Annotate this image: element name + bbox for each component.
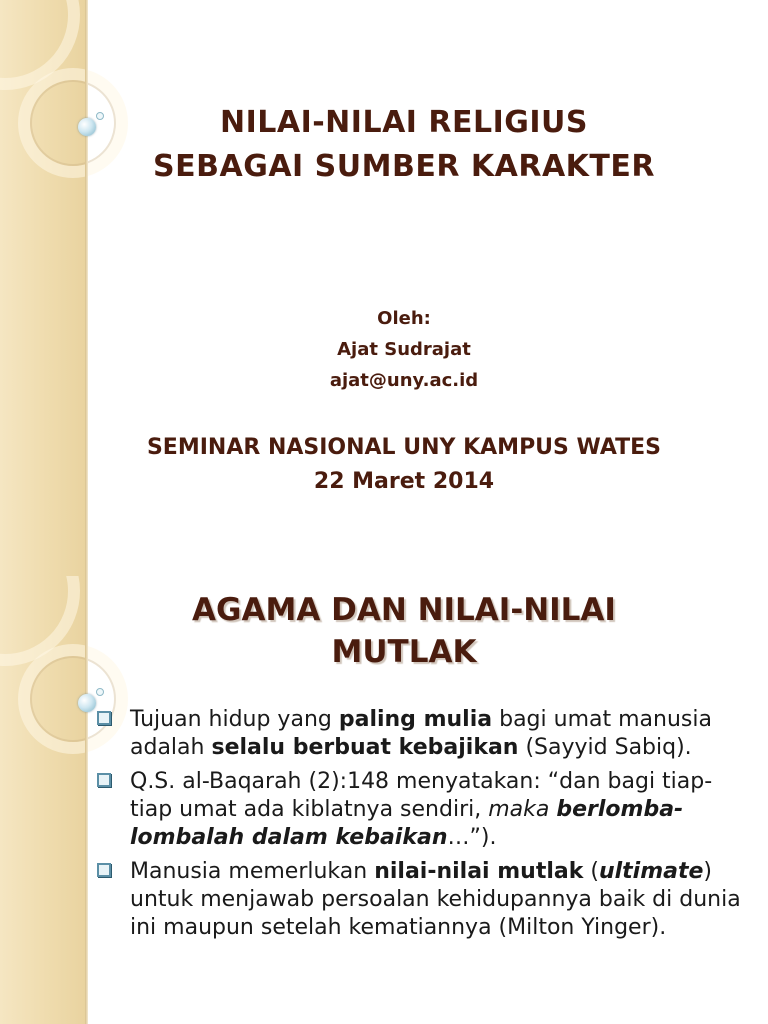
bullet-text-segment: ( — [583, 859, 599, 884]
bullet-item — [92, 768, 742, 852]
square-bullet-icon — [97, 711, 111, 725]
author-block — [100, 303, 708, 396]
bullet-item — [92, 858, 742, 942]
bullet-list — [92, 706, 742, 948]
slide-content — [0, 576, 768, 1024]
event-date: 22 Maret 2014 — [313, 469, 495, 494]
bullet-text-segment: nilai-nilai mutlak — [374, 859, 584, 884]
bullet-text-segment: ultimate — [598, 859, 704, 884]
slide-title-text — [100, 101, 708, 189]
bullet-text-segment: Manusia memerlukan — [130, 859, 375, 884]
heading-line: AGAMA DAN NILAI-NILAI — [192, 592, 616, 628]
byline-label: Oleh: — [377, 308, 431, 329]
bullet-text-segment: (Sayyid Sabiq). — [518, 735, 692, 760]
heading-line: MUTLAK — [331, 634, 477, 670]
author-email: ajat@uny.ac.id — [329, 370, 479, 391]
title-line: NILAI-NILAI RELIGIUS — [219, 105, 589, 140]
bullet-text-segment: …”). — [447, 825, 497, 850]
bullet-text-segment: bagi umat manusia adalah — [130, 707, 712, 760]
title-line: SEBAGAI SUMBER KARAKTER — [153, 149, 655, 184]
sidebar-edge — [85, 576, 88, 1024]
sidebar-decoration — [0, 576, 85, 1024]
bullet-text-segment: Q.S. al-Baqarah (2):148 menyatakan: “dan bagi tiap-tiap umat ada kiblatnya sendiri, — [130, 769, 713, 822]
sidebar-decoration — [0, 0, 85, 576]
bullet-text-segment: Tujuan hidup yang — [130, 707, 339, 732]
bullet-text-segment: ) untuk menjawab persoalan kehidupannya baik di dunia ini maupun setelah kematiannya (Milton Yinger). — [130, 859, 741, 940]
bead-icon — [78, 118, 96, 136]
bead-icon — [96, 688, 104, 696]
slide-heading — [110, 589, 698, 673]
bullet-text-segment: paling mulia — [338, 707, 493, 732]
bullet-item — [92, 706, 742, 762]
author-name: Ajat Sudrajat — [337, 339, 471, 360]
bullet-text-segment: maka — [488, 797, 557, 822]
square-bullet-icon — [97, 773, 111, 787]
event-block — [100, 431, 708, 499]
square-bullet-icon — [97, 863, 111, 877]
bullet-text-segment: selalu berbuat kebajikan — [211, 735, 519, 760]
sidebar-edge — [85, 0, 88, 576]
bullet-text-segment: berlomba-lombalah dalam kebaikan — [130, 797, 684, 850]
event-name: SEMINAR NASIONAL UNY KAMPUS WATES — [146, 435, 662, 460]
